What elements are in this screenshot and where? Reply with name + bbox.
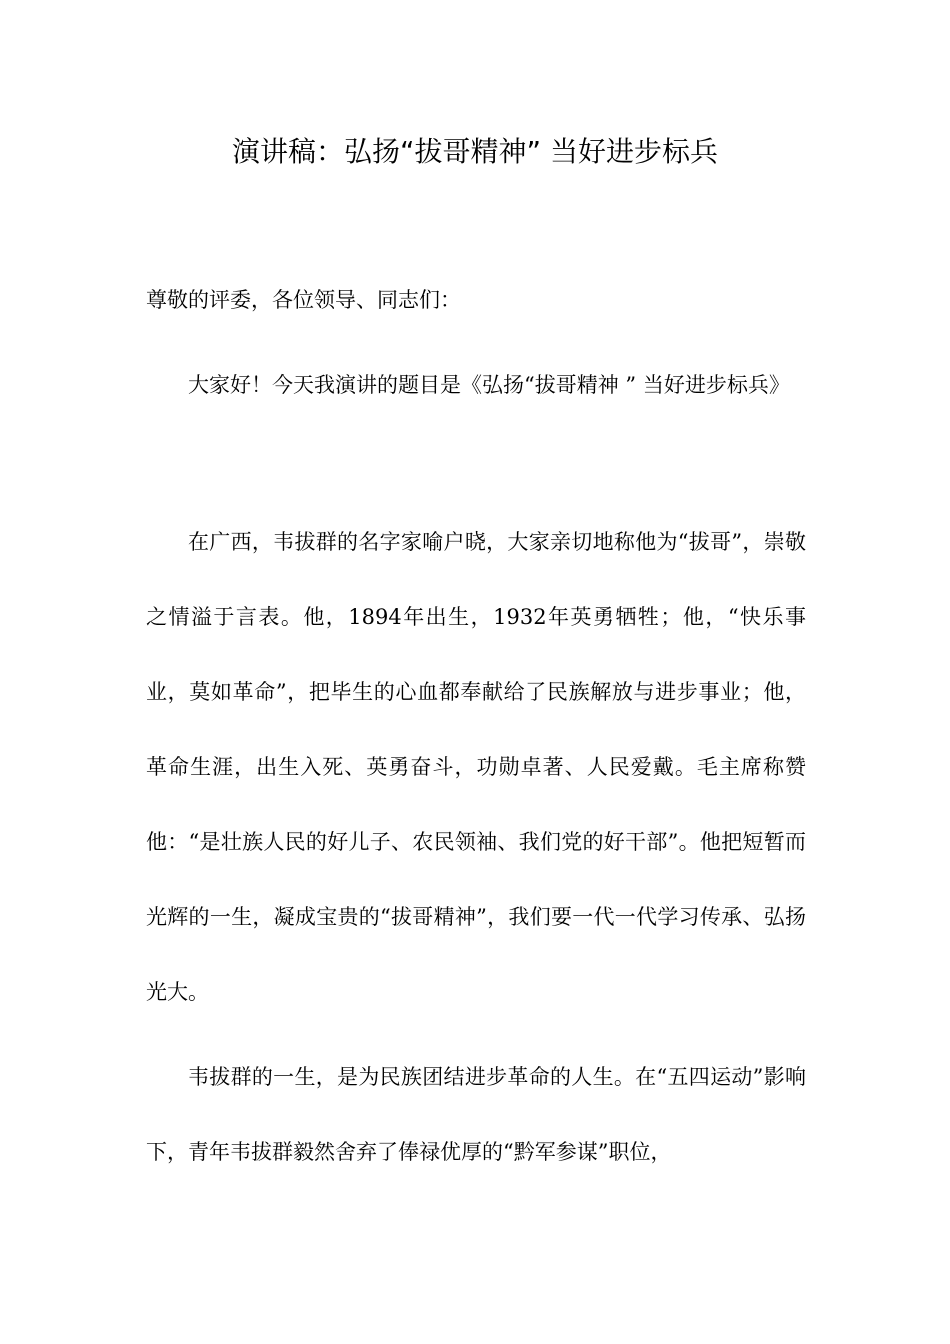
salutation: 尊敬的评委，各位领导、同志们： [146, 288, 461, 312]
paragraph-life: 韦拔群的一生，是为民族团结进步革命的人生。在“五四运动”影响下，青年韦拔群毅然舍弃了俸禄优厚的“黔军参谋”职位， [146, 1065, 806, 1164]
paragraph-intro: 大家好！今天我演讲的题目是《弘扬“拔哥精神 ” 当好进步标兵》 [188, 373, 790, 397]
paragraph-background: 在广西，韦拔群的名字家喻户晓，大家亲切地称他为“拔哥”，崇敬之情溢于言表。他，1894年出生，1932年英勇牺牲；他，“快乐事业，莫如革命”，把毕生的心血都奉献给了民族解放与进步事业；他，革命生涯，出生入死、英勇奋斗，功勋卓著、人民爱戴。毛主席称赞他：“是壮族人民的好儿子、农民领袖、我们党的好干部”。他把短暂而光辉的一生，凝成宝贵的“拔哥精神”，我们要一代一代学习传承、弘扬光大。 [146, 530, 806, 1004]
document-title: 演讲稿：弘扬“拔哥精神” 当好进步标兵 [232, 135, 718, 168]
